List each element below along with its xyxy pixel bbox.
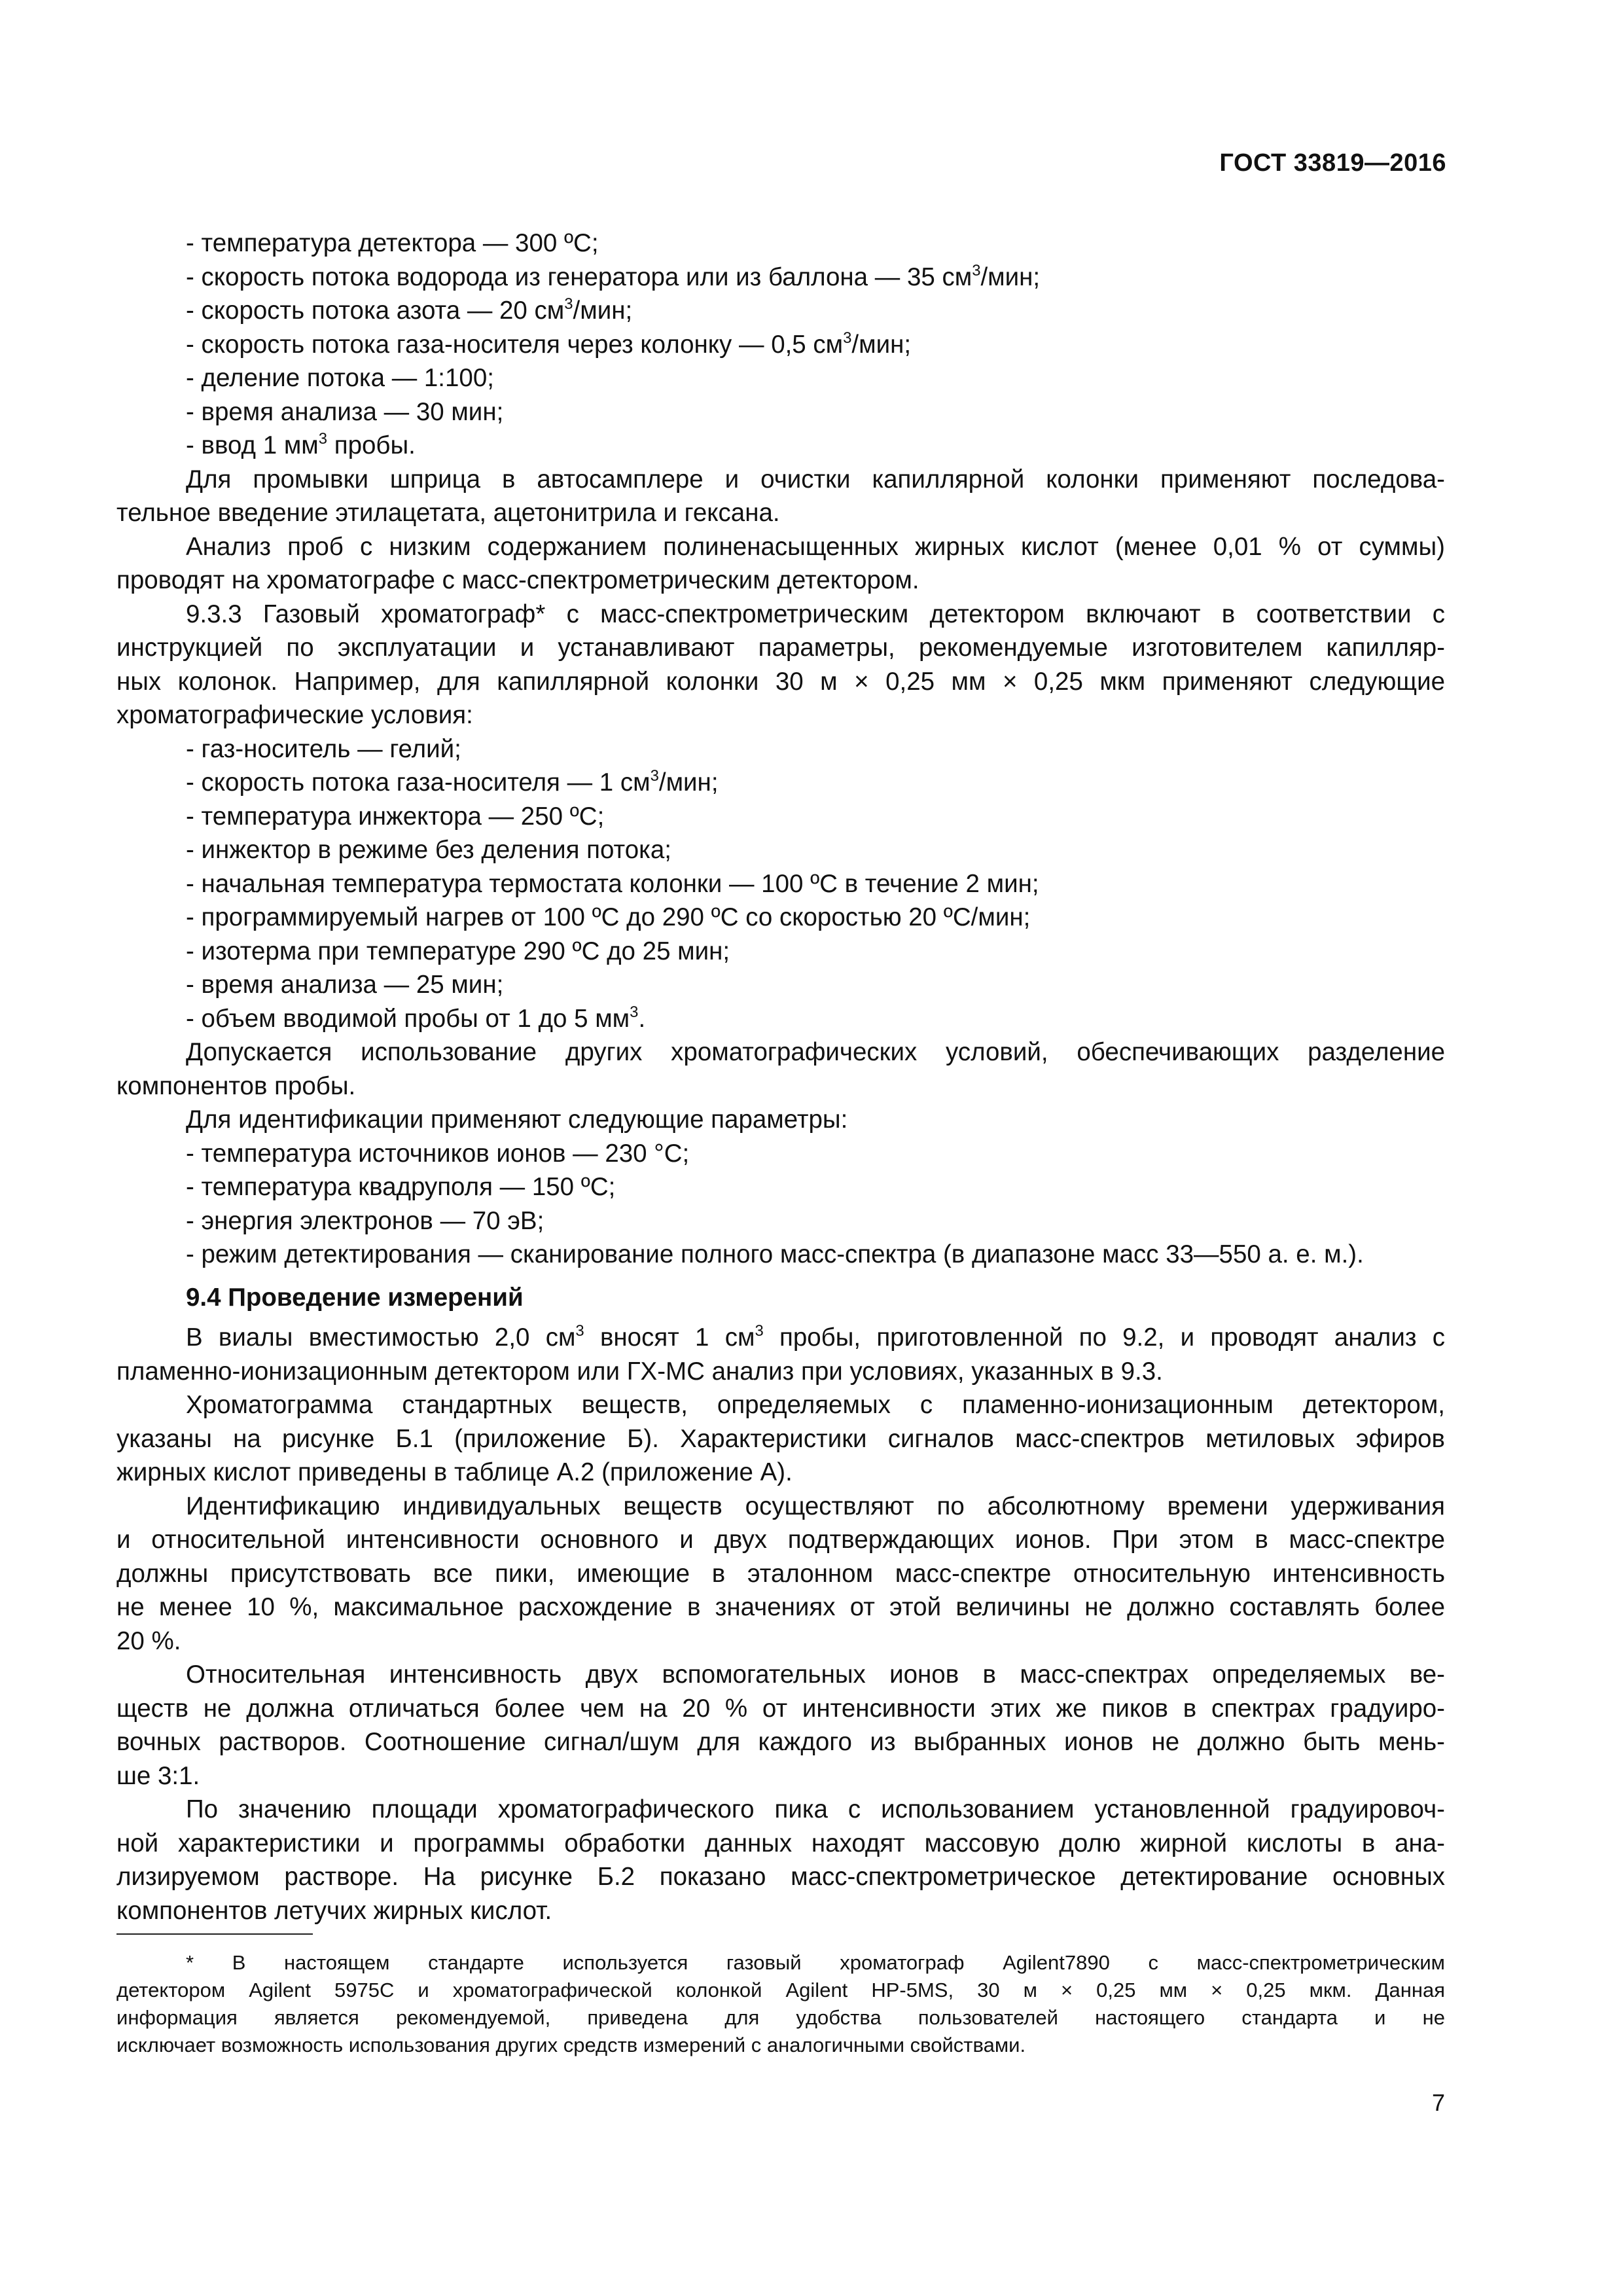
list-item: - объем вводимой пробы от 1 до 5 $мм^3$. [186, 1003, 646, 1033]
list-item: - режим детектирования — сканирование полного масс-спектра (в диапазоне масс 33—550 а. е. м.). [186, 1240, 1364, 1268]
footnote: * В настоящем стандарте используется газовый хроматограф Agilent7890 с масс-спектрометрическим детектором Agilent 5975С и хроматографической колонкой Agilent HP-5MS, 30 м × 0,25 мм × 0,25 мкм. Данная информация является рекомендуемой, приведена для удобства пользователей настоящего стандарта и не исключает возможность использования других средств измерений с аналогичными свойствами. [116, 1951, 1445, 2056]
standard-code-header: ГОСТ 33819—2016 [1219, 149, 1446, 177]
list-item: - температура источников ионов — 230 °С; [186, 1139, 690, 1168]
list-item: - скорость потока водорода из генератора или из баллона — 35 $см^3$/мин; [186, 261, 1041, 291]
gcms-conditions-list [116, 732, 1445, 1036]
list-item: - температура квадруполя — 150 ºС; [186, 1173, 616, 1201]
paragraph-chromatogram: Хроматограмма стандартных веществ, определяемых с пламенно-ионизационным детектором, указаны на рисунке Б.1 (приложение Б). Характеристики сигналов масс-спектров метиловых эфиров жирных кислот приведены в таблице А.2 (приложение А). [116, 1391, 1445, 1486]
list-item: - скорость потока газа-носителя через колонку — 0,5 $см^3$/мин; [186, 329, 912, 359]
list-item: - время анализа — 30 мин; [186, 397, 504, 426]
identification-params-list [116, 1137, 1445, 1272]
list-item: - температура инжектора — 250 ºС; [186, 802, 605, 831]
section-heading-9-4: 9.4 Проведение измерений [186, 1283, 524, 1312]
list-item: - газ-носитель — гелий; [186, 734, 461, 763]
paragraph-identification-intro: Для идентификации применяют следующие параметры: [186, 1105, 848, 1134]
paragraph-low-content: Анализ проб с низким содержанием полиненасыщенных жирных кислот (менее 0,01 % от суммы) проводят на хроматографе с масс-спектрометрическим детектором. [116, 532, 1445, 594]
paragraph-9-3-3: 9.3.3 Газовый хроматограф* с масс-спектрометрическим детектором включают в соответствии с инструкцией по эксплуатации и устанавливают параметры, рекомендуемые изготовителем капилляр- ных колонок. Например, для капиллярной колонки 30 м × 0,25 мм × 0,25 мкм применяют следующие хроматографические условия: [116, 600, 1445, 729]
page-number: 7 [1431, 2089, 1445, 2116]
list-item: - время анализа — 25 мин; [186, 971, 504, 999]
list-item: - программируемый нагрев от 100 ºС до 290 ºС со скоростью 20 ºС/мин; [186, 903, 1031, 931]
list-item: - температура детектора — 300 ºС; [186, 229, 599, 257]
paragraph-other-conditions: Допускается использование других хроматографических условий, обеспечивающих разделение компонентов пробы. [116, 1038, 1445, 1100]
footnote-separator [116, 1933, 313, 1935]
list-item: - энергия электронов — 70 эВ; [186, 1206, 544, 1235]
paragraph-identification: Идентификацию индивидуальных веществ осуществляют по абсолютному времени удерживания и относительной интенсивности основного и двух подтверждающих ионов. При этом в масс-спектре должны присутствовать все пики, имеющие в эталонном масс-спектре относительную интенсивность не менее 10 %, максимальное расхождение в значениях от этой величины не должно составлять более 20 %. [116, 1492, 1445, 1655]
list-item: - ввод 1 $мм^3$ пробы. [186, 430, 416, 459]
list-item: - начальная температура термостата колонки — 100 ºС в течение 2 мин; [186, 869, 1039, 898]
paragraph-vials: В виалы вместимостью 2,0 $см^3$ вносят 1 $см^3$ пробы, приготовленной по 9.2, и проводят анализ с пламенно-ионизационным детектором или ГХ-МС анализ при условиях, указанных в 9.3. [116, 1322, 1446, 1386]
list-item: - скорость потока газа-носителя — 1 $см^3$/мин; [186, 767, 719, 797]
list-item: - деление потока — 1:100; [186, 364, 494, 392]
list-item: - скорость потока азота — 20 $см^3$/мин; [186, 295, 633, 325]
list-item: - изотерма при температуре 290 ºС до 25 мин; [186, 937, 730, 965]
detector-params-list [116, 226, 1445, 463]
paragraph-relative-intensity: Относительная интенсивность двух вспомогательных ионов в масс-спектрах определяемых ве- ществ не должна отличаться более чем на 20 % от интенсивности этих же пиков в спектрах градуиро- вочных растворов. Соотношение сигнал/шум для каждого из выбранных ионов не должно быть мень- ше 3:1. [116, 1660, 1445, 1790]
paragraph-peak-area: По значению площади хроматографического пика с использованием установленной градуировоч- ной характеристики и программы обработки данных находят массовую долю жирной кислоты в ана- лизируемом растворе. На рисунке Б.2 показано масс-спектрометрическое детектирование основных компонентов летучих жирных кислот. [116, 1795, 1445, 1925]
page-body [116, 226, 1445, 1928]
list-item: - инжектор в режиме без деления потока; [186, 836, 671, 864]
paragraph-syringe-flush: Для промывки шприца в автосамплере и очистки капиллярной колонки применяют последова- тельное введение этилацетата, ацетонитрила и гексана. [116, 465, 1445, 527]
